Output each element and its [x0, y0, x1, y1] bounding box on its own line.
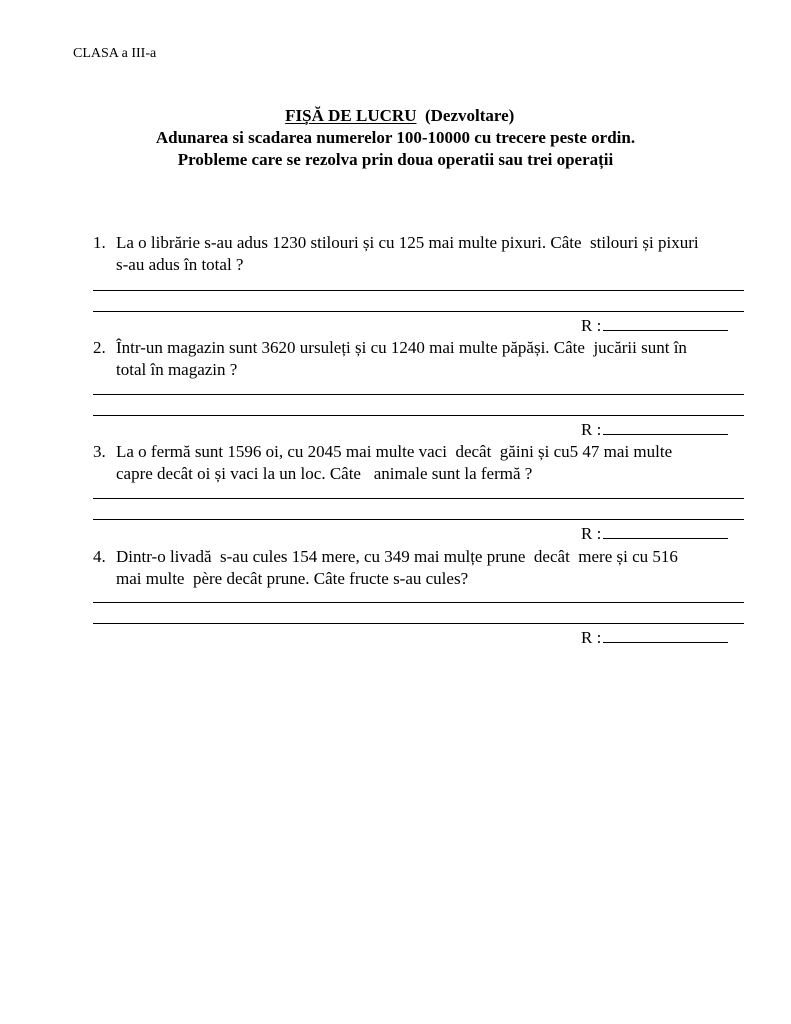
subtitle-line-1: Adunarea si scadarea numerelor 100-10000 cu trecere peste ordin. — [155, 128, 636, 147]
result-blank[interactable] — [603, 628, 728, 643]
class-label: CLASA a III-a — [73, 46, 157, 61]
problem-text-line-2: capre decât oi și vaci la un loc. Câte animale sunt la fermă ? — [116, 464, 533, 483]
result-label: R : — [581, 420, 602, 439]
result-label: R : — [581, 628, 602, 647]
problem-text-line-2: mai multe père decât prune. Câte fructe s-au cules? — [116, 569, 469, 588]
title-suffix: (Dezvoltare) — [424, 106, 515, 125]
result-blank[interactable] — [603, 316, 728, 331]
result-label: R : — [581, 524, 602, 543]
problem-text-line-1: Dintr-o livadă s-au cules 154 mere, cu 349 mai mulțe prune decât mere și cu 516 — [116, 547, 678, 566]
result-field[interactable] — [581, 524, 728, 544]
answer-line[interactable] — [93, 311, 744, 312]
problem-text-line-1: La o librărie s-au adus 1230 stilouri și cu 125 mai multe pixuri. Câte stilouri și pixuri — [116, 233, 699, 252]
problem-number: 1. — [93, 233, 106, 252]
result-field[interactable] — [581, 628, 728, 648]
result-blank[interactable] — [603, 420, 728, 435]
answer-line[interactable] — [93, 498, 744, 499]
problem-number: 3. — [93, 442, 106, 461]
result-field[interactable] — [581, 316, 728, 336]
problem-text-line-1: La o fermă sunt 1596 oi, cu 2045 mai multe vaci decât găini și cu5 47 mai multe — [116, 442, 673, 461]
problem-text-line-2: total în magazin ? — [116, 360, 238, 379]
result-blank[interactable] — [603, 524, 728, 539]
worksheet-title — [0, 86, 791, 126]
problem-text-line-1: Într-un magazin sunt 3620 ursuleți și cu 1240 mai multe păpăși. Câte jucării sunt în — [116, 338, 687, 357]
answer-line[interactable] — [93, 519, 744, 520]
title-main: FIȘĂ DE LUCRU — [285, 106, 417, 125]
result-label: R : — [581, 316, 602, 335]
problem-text-line-2: s-au adus în total ? — [116, 255, 244, 274]
answer-line[interactable] — [93, 415, 744, 416]
problem-number: 2. — [93, 338, 106, 357]
answer-line[interactable] — [93, 623, 744, 624]
problem-number: 4. — [93, 547, 106, 566]
subtitle-line-2: Probleme care se rezolva prin doua operatii sau trei operații — [177, 150, 614, 169]
result-field[interactable] — [581, 420, 728, 440]
answer-line[interactable] — [93, 602, 744, 603]
answer-line[interactable] — [93, 394, 744, 395]
answer-line[interactable] — [93, 290, 744, 291]
